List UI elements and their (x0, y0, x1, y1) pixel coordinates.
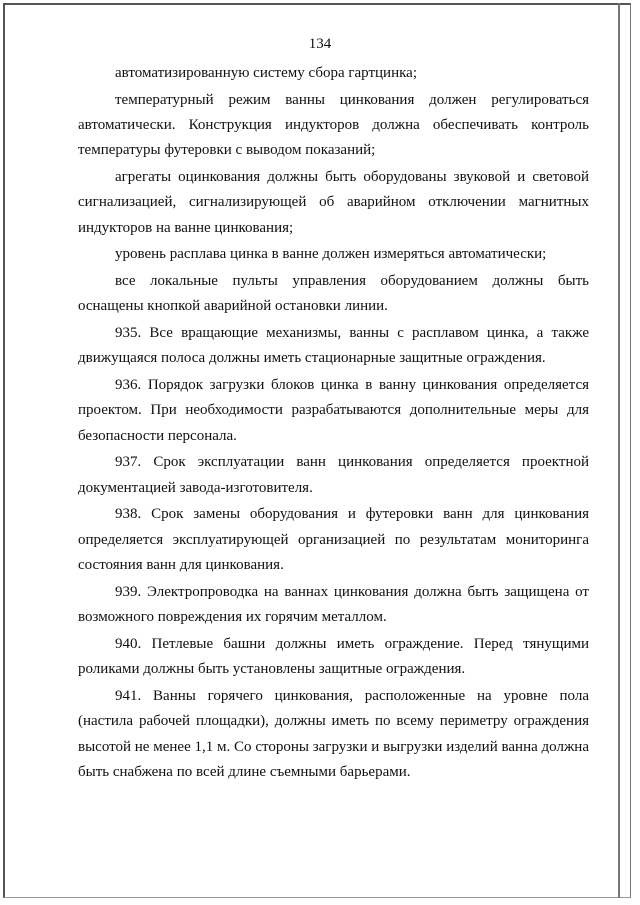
page-number: 134 (308, 36, 332, 52)
paragraph-937: 937. Срок эксплуатации ванн цинкования определяется проектной документацией завода-изготовителя. (78, 454, 589, 496)
document-body (78, 61, 589, 787)
paragraph-3: агрегаты оцинкования должны быть оборудованы звуковой и световой сигнализацией, сигнализирующей об аварийном отключении магнитных индукторов на ванне цинкования; (78, 169, 589, 236)
paragraph-940: 940. Петлевые башни должны иметь ограждение. Перед тянущими роликами должны быть установлены защитные ограждения. (78, 635, 589, 678)
paragraph-938: 938. Срок замены оборудования и футеровки ванн для цинкования определяется эксплуатирующей организацией по результатам мониторинга состояния ванн для цинкования. (78, 506, 589, 574)
paragraph-5: все локальные пульты управления оборудованием должны быть оснащены кнопкой аварийной остановки линии. (78, 273, 589, 315)
paragraph-1: автоматизированную систему сбора гартцинка; (115, 65, 417, 81)
paragraph-939: 939. Электропроводка на ваннах цинкования должна быть защищена от возможного повреждения их горячим металлом. (78, 583, 589, 626)
paragraph-941: 941. Ванны горячего цинкования, расположенные на уровне пола (настила рабочей площадки), должны иметь по всему периметру ограждения высотой не менее 1,1 м. Со стороны загрузки и выгрузки изделий ванна должна быть снабжена по всей длине съемными барьерами. (78, 687, 589, 781)
paragraph-2: температурный режим ванны цинкования должен регулироваться автоматически. Конструкция индукторов должна обеспечивать контроль температуры футеровки с выводом показаний; (78, 91, 589, 159)
scan-edge-line (618, 3, 620, 898)
paragraph-4: уровень расплава цинка в ванне должен измеряться автоматически; (115, 246, 547, 263)
paragraph-935: 935. Все вращающие механизмы, ванны с расплавом цинка, а также движущаяся полоса должны иметь стационарные защитные ограждения. (78, 325, 589, 367)
paragraph-936: 936. Порядок загрузки блоков цинка в ванну цинкования определяется проектом. При необходимости разрабатываются дополнительные меры для безопасности персонала. (78, 377, 589, 444)
